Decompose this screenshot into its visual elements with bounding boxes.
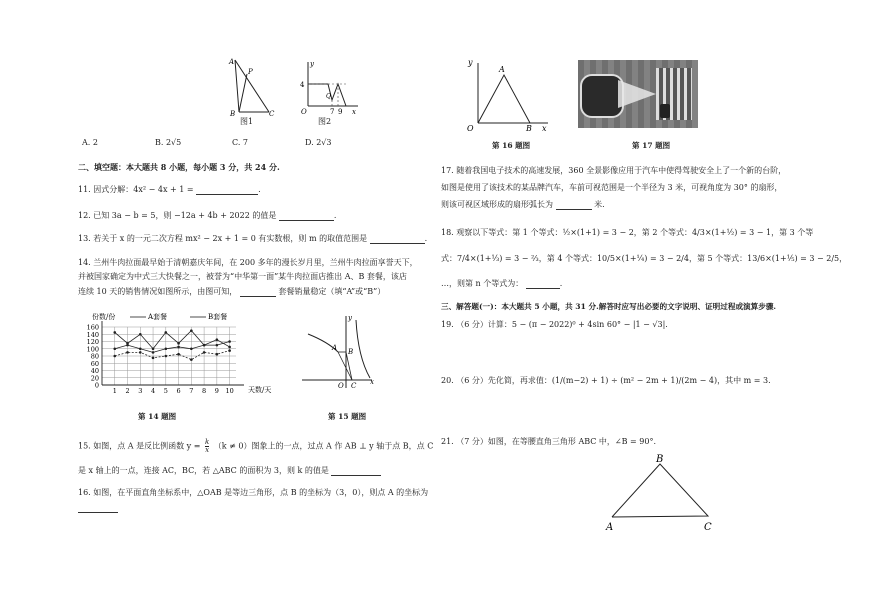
question-16-blank-line (78, 503, 118, 513)
label-B: B (526, 124, 532, 133)
figure-16 (462, 55, 552, 133)
answer-blank-15[interactable] (331, 467, 381, 476)
series-2-point (190, 358, 193, 361)
answer-blank-13[interactable] (370, 235, 425, 244)
answer-blank-11[interactable] (196, 186, 258, 195)
y-tick-label: 20 (90, 374, 99, 383)
series-2-point (126, 351, 129, 354)
answer-blank-17[interactable] (556, 201, 592, 210)
series-line-1 (115, 342, 230, 353)
figure-15 (298, 312, 378, 392)
question-15-line-2 (78, 466, 381, 476)
series-1-point (177, 346, 180, 349)
question-17-text-b: 米. (594, 200, 605, 209)
question-19: 19. （6 分）计算：5 − (π − 2022)⁰ + 4sin 60° − |1 − √3|. (441, 320, 668, 329)
series-0-point (139, 333, 142, 336)
question-15-line-1 (78, 439, 433, 454)
axis-y-label: y (348, 314, 352, 322)
figure-14-caption: 第 14 题图 (138, 412, 177, 421)
question-18-line-3: …，则第 n 个等式为： . (441, 279, 563, 288)
series-0-point (152, 347, 155, 350)
series-1-point (228, 340, 231, 343)
x-tick-label: 9 (214, 387, 219, 395)
origin-label: O (301, 108, 307, 116)
x-tick-label: 2 (125, 387, 130, 395)
origin-label: O (338, 382, 344, 390)
series-1-point (203, 344, 206, 347)
fraction-denominator: x (205, 446, 210, 454)
section-3-header: 三、解答题(一)：本大题共 5 小题，共 31 分.解答时应写出必要的文字说明、证明过程或演算步骤. (441, 302, 777, 311)
chart-y-label: 份数/份 (92, 313, 116, 321)
x-tick-label: 10 (225, 387, 234, 395)
x-tick-label: 5 (163, 387, 168, 395)
series-1-point (152, 351, 155, 354)
axis-y-label: y (468, 58, 473, 67)
label-B: B (230, 110, 236, 118)
option-A: A. 2 (82, 138, 98, 147)
label-C: C (704, 522, 712, 533)
label-C: C (351, 382, 357, 390)
section-2-header: 二、填空题：本大题共 8 小题，每小题 3 分，共 24 分. (78, 162, 280, 172)
answer-blank-12[interactable] (279, 212, 334, 221)
question-17-line-1: 17. 随着我国电子技术的高速发展，360 全景影像应用于汽车中使得驾驶安全上了一个新的台阶， (441, 166, 787, 175)
label-A: A (499, 65, 505, 74)
series-line-2 (115, 351, 230, 360)
y-tick-label: 120 (86, 338, 99, 346)
label-B: B (348, 348, 354, 356)
axis-x-label: x (352, 108, 356, 116)
series-1-point (126, 344, 129, 347)
label-B: B (656, 454, 664, 465)
series-0-point (216, 338, 219, 341)
label-C: C (269, 110, 275, 118)
question-14-line-3 (78, 287, 385, 297)
y-tick-label: 160 (86, 323, 99, 332)
question-11-text: 11. 因式分解：4x² − 4x + 1 = (78, 185, 194, 194)
y-tick-label: 60 (90, 359, 99, 368)
car-360-view-photo (578, 60, 698, 128)
question-18-line-2: 式：7/4×(1+⅓) = 3 − ⅔，第 4 个等式：10/5×(1+¼) = 3 − 2/4，第 5 个等式：13/6×(1+⅕) = 3 − 2/5， (441, 254, 848, 263)
question-17-text-a: 则该可视区域形成的扇形弧长为 (441, 200, 553, 209)
question-17-line-3 (441, 200, 605, 210)
answer-blank-18[interactable] (526, 280, 560, 289)
series-2-point (165, 355, 168, 358)
series-0-point (113, 331, 116, 334)
question-18-text: …，则第 n 个等式为： (441, 279, 524, 288)
series-2-point (216, 353, 219, 356)
question-15-text-a: 15. 如图，点 A 是反比例函数 y = (78, 441, 201, 451)
x-tick-label: 3 (138, 387, 143, 395)
series-2-point (152, 357, 155, 360)
tick-4: 4 (300, 81, 305, 89)
series-2-point (113, 355, 116, 358)
question-14-line-2: 并被国家确定为中式三大快餐之一，被誉为“中华第一面”某牛肉拉面店推出 A、B 套餐，该店 (78, 272, 407, 281)
origin-label: O (467, 124, 474, 133)
y-tick-label: 140 (86, 330, 99, 339)
x-tick-label: 4 (150, 387, 156, 395)
question-11: 11. 因式分解：4x² − 4x + 1 = . (78, 185, 261, 194)
question-14-line-3-b: 套餐销量稳定（填“A”或“B”） (278, 287, 386, 296)
question-13: 13. 若关于 x 的一元二次方程 mx² − 2x + 1 = 0 有实数根，则 m 的取值范围是 . (78, 234, 428, 243)
option-C: C. 7 (232, 138, 249, 147)
series-0-point (190, 329, 193, 332)
question-21: 21. （7 分）如图，在等腰直角三角形 ABC 中，∠B = 90°. (441, 437, 657, 446)
tick-7: 7 (330, 108, 335, 116)
figure-16-caption: 第 16 题图 (492, 141, 531, 150)
y-tick-label: 100 (86, 345, 99, 354)
chart-x-label: 天数/天 (248, 386, 272, 394)
x-tick-label: 6 (176, 387, 181, 395)
series-2-point (203, 351, 206, 354)
figure-1-caption: 图1 (240, 117, 254, 126)
label-A: A (606, 522, 614, 533)
axis-x-label: x (370, 378, 374, 386)
answer-blank-14[interactable] (240, 288, 276, 297)
series-2-point (228, 349, 231, 352)
sales-line-chart (78, 310, 278, 400)
option-B: B. 2√5 (155, 138, 182, 147)
x-tick-label: 8 (202, 387, 207, 395)
series-1-point (165, 347, 168, 350)
question-14-line-1: 14. 兰州牛肉拉面最早始于清朝嘉庆年间，在 200 多年的漫长岁月里，兰州牛肉拉面享誉天下， (78, 258, 418, 267)
figure-17-caption: 第 17 题图 (632, 141, 671, 150)
label-A: A (332, 344, 338, 352)
figure-2-caption: 图2 (318, 117, 332, 126)
x-tick-label: 1 (112, 387, 117, 395)
fraction-numerator: k (204, 438, 210, 446)
series-2-point (139, 351, 142, 354)
label-A: A (229, 58, 235, 66)
answer-blank-16[interactable] (78, 504, 118, 513)
question-12: 12. 已知 3a − b = 5，则 −12a + 4b + 2022 的值是 . (78, 211, 337, 220)
series-0-point (228, 346, 231, 349)
series-1-point (139, 347, 142, 350)
y-tick-label: 40 (90, 367, 99, 375)
y-tick-label: 0 (94, 381, 99, 390)
figure-2 (298, 58, 368, 118)
question-20: 20. （6 分）先化简，再求值：(1/(m−2) + 1) ÷ (m² − 2m + 1)/(2m − 4)，其中 m = 3. (441, 376, 771, 385)
legend-series-a: A套餐 (148, 313, 168, 321)
series-1-point (190, 347, 193, 350)
series-0-point (165, 331, 168, 334)
figure-21 (600, 450, 730, 540)
series-1-point (113, 347, 116, 350)
axis-x-label: x (542, 124, 547, 133)
figure-15-caption: 第 15 题图 (328, 412, 367, 421)
label-Q: Q (326, 93, 331, 100)
y-tick-label: 80 (90, 352, 99, 361)
tick-9: 9 (338, 108, 343, 116)
series-2-point (177, 353, 180, 356)
question-15-text-c: 是 x 轴上的一点，连接 AC，BC，若 △ABC 的面积为 3，则 k 的值是 (78, 466, 329, 475)
axis-y-label: y (310, 60, 314, 68)
figure-1 (225, 52, 285, 122)
question-15-text-b: （k ≠ 0）图象上的一点，过点 A 作 AB ⊥ y 轴于点 B，点 C (213, 441, 434, 451)
legend-series-b: B套餐 (208, 313, 228, 321)
question-17-line-2: 如图是使用了该技术的某品牌汽车，车前可视范围是一个半径为 3 米，可视角度为 30° 的扇形， (441, 183, 783, 192)
question-13-text: 13. 若关于 x 的一元二次方程 mx² − 2x + 1 = 0 有实数根，则 m 的取值范围是 (78, 234, 368, 243)
label-P: P (248, 68, 253, 76)
option-D: D. 2√3 (305, 138, 332, 147)
series-0-point (177, 342, 180, 345)
question-18-line-1: 18. 观察以下等式：第 1 个等式：½×(1+1) = 3 − 2，第 2 个等式：4/3×(1+½) = 3 − 1，第 3 个等 (441, 228, 814, 237)
question-16: 16. 如图，在平面直角坐标系中，△OAB 是等边三角形，点 B 的坐标为（3，0），则点 A 的坐标为 (78, 488, 429, 497)
question-12-text: 12. 已知 3a − b = 5，则 −12a + 4b + 2022 的值是 (78, 211, 277, 220)
x-tick-label: 7 (189, 387, 194, 395)
question-14-line-3-a: 连续 10 天的销售情况如图所示，由图可知， (78, 287, 238, 296)
series-1-point (216, 344, 219, 347)
